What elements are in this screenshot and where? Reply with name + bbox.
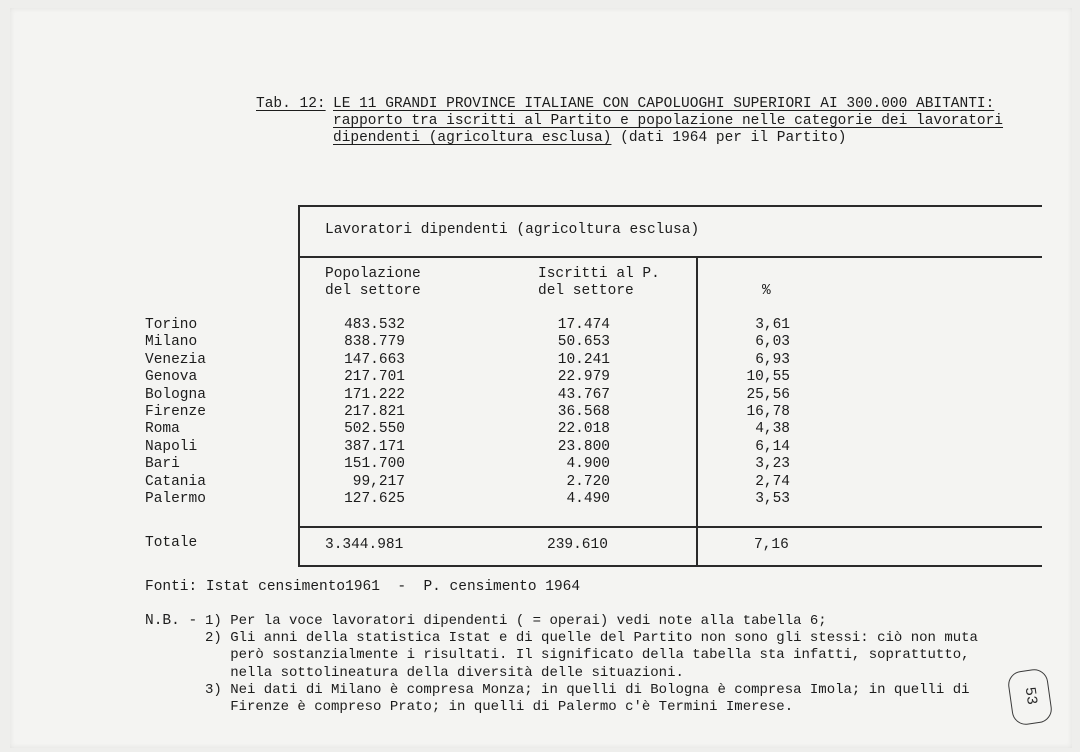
cell-percent-8: 3,23 bbox=[755, 456, 790, 473]
cell-province-4: Bologna bbox=[145, 386, 206, 403]
table-column-rule bbox=[696, 256, 698, 567]
note-1-line-1: 1) Per la voce lavoratori dipendenti ( = operai) vedi note alla tabella 6; bbox=[205, 613, 827, 629]
table-bottom-rule bbox=[298, 565, 1042, 567]
notes-list bbox=[205, 613, 978, 716]
cell-province-7: Napoli bbox=[145, 438, 198, 455]
cell-percent-2: 6,93 bbox=[755, 351, 790, 368]
cell-popolazione-10: 127.625 bbox=[344, 491, 405, 508]
cell-popolazione-6: 502.550 bbox=[344, 421, 405, 438]
column-iscritti bbox=[540, 317, 610, 508]
cell-percent-5: 16,78 bbox=[746, 404, 790, 421]
page-number-stamp bbox=[1006, 667, 1053, 726]
cell-iscritti-8: 4.900 bbox=[566, 456, 610, 473]
cell-province-9: Catania bbox=[145, 473, 206, 490]
cell-percent-7: 6,14 bbox=[755, 438, 790, 455]
column-percent bbox=[730, 317, 790, 508]
notes-prefix: N.B. - bbox=[145, 613, 198, 629]
cell-iscritti-6: 22.018 bbox=[557, 421, 610, 438]
cell-popolazione-3: 217.701 bbox=[344, 369, 405, 386]
table-header-rule bbox=[298, 256, 1042, 258]
cell-popolazione-9: 99,217 bbox=[352, 473, 405, 490]
cell-percent-10: 3,53 bbox=[755, 491, 790, 508]
cell-iscritti-1: 50.653 bbox=[557, 334, 610, 351]
total-popolazione: 3.344.981 bbox=[325, 537, 404, 553]
cell-percent-9: 2,74 bbox=[755, 473, 790, 490]
group-header: Lavoratori dipendenti (agricoltura esclusa) bbox=[325, 222, 700, 238]
note-3-line-1: 3) Nei dati di Milano è compresa Monza; in quelli di Bologna è compresa Imola; in quelli di bbox=[205, 681, 970, 698]
cell-popolazione-8: 151.700 bbox=[344, 456, 405, 473]
table-label: Tab. 12: bbox=[256, 96, 326, 112]
cell-popolazione-5: 217.821 bbox=[344, 404, 405, 421]
total-label: Totale bbox=[145, 535, 198, 551]
cell-province-8: Bari bbox=[145, 456, 180, 473]
total-percent: 7,16 bbox=[754, 537, 789, 553]
title-line-2: rapporto tra iscritti al Partito e popolazione nelle categorie dei lavoratori bbox=[333, 113, 1004, 129]
title-line-3-underlined: dipendenti (agricoltura esclusa) bbox=[333, 130, 612, 146]
cell-iscritti-5: 36.568 bbox=[557, 404, 610, 421]
col-header-popolazione-2: del settore bbox=[325, 283, 421, 299]
cell-iscritti-7: 23.800 bbox=[557, 438, 610, 455]
cell-percent-6: 4,38 bbox=[755, 421, 790, 438]
page-number: 53 bbox=[1020, 685, 1041, 707]
col-header-iscritti-1: Iscritti al P. bbox=[538, 266, 660, 282]
col-header-percent: % bbox=[762, 283, 771, 299]
cell-percent-0: 3,61 bbox=[755, 317, 790, 333]
note-2-line-3: nella sottolineatura della diversità delle situazioni. bbox=[205, 664, 684, 681]
cell-popolazione-0: 483.532 bbox=[344, 317, 405, 333]
cell-percent-3: 10,55 bbox=[746, 369, 790, 386]
cell-province-1: Milano bbox=[145, 334, 198, 351]
cell-popolazione-2: 147.663 bbox=[344, 351, 405, 368]
note-2-line-1: 2) Gli anni della statistica Istat e di quelle del Partito non sono gli stessi: ciò non muta bbox=[205, 630, 978, 647]
note-2-line-2: però sostanzialmente i risultati. Il significato della tabella sta infatti, soprattutto, bbox=[205, 647, 970, 664]
cell-iscritti-4: 43.767 bbox=[557, 386, 610, 403]
table-top-rule bbox=[298, 205, 1042, 207]
cell-province-6: Roma bbox=[145, 421, 180, 438]
cell-popolazione-1: 838.779 bbox=[344, 334, 405, 351]
sources-line: Fonti: Istat censimento1961 - P. censimento 1964 bbox=[145, 579, 581, 595]
cell-iscritti-0: 17.474 bbox=[557, 317, 610, 333]
col-header-iscritti-2: del settore bbox=[538, 283, 634, 299]
cell-percent-1: 6,03 bbox=[755, 334, 790, 351]
column-popolazione bbox=[325, 317, 405, 508]
total-iscritti: 239.610 bbox=[547, 537, 608, 553]
cell-popolazione-7: 387.171 bbox=[344, 438, 405, 455]
cell-popolazione-4: 171.222 bbox=[344, 386, 405, 403]
cell-province-10: Palermo bbox=[145, 491, 206, 508]
title-line-3 bbox=[333, 130, 846, 147]
column-province bbox=[145, 317, 206, 508]
title-line-1: LE 11 GRANDI PROVINCE ITALIANE CON CAPOLUOGHI SUPERIORI AI 300.000 ABITANTI: bbox=[333, 96, 995, 112]
table-total-rule bbox=[298, 526, 1042, 528]
cell-iscritti-3: 22.979 bbox=[557, 369, 610, 386]
cell-iscritti-9: 2.720 bbox=[566, 473, 610, 490]
cell-province-3: Genova bbox=[145, 369, 198, 386]
col-header-popolazione-1: Popolazione bbox=[325, 266, 421, 282]
cell-province-5: Firenze bbox=[145, 404, 206, 421]
cell-iscritti-2: 10.241 bbox=[557, 351, 610, 368]
note-3-line-2: Firenze è compreso Prato; in quelli di Palermo c'è Termini Imerese. bbox=[205, 699, 794, 716]
cell-iscritti-10: 4.490 bbox=[566, 491, 610, 508]
table-left-rule bbox=[298, 205, 300, 567]
cell-percent-4: 25,56 bbox=[746, 386, 790, 403]
cell-province-0: Torino bbox=[145, 317, 198, 333]
cell-province-2: Venezia bbox=[145, 351, 206, 368]
title-line-3-rest: (dati 1964 per il Partito) bbox=[611, 130, 847, 146]
